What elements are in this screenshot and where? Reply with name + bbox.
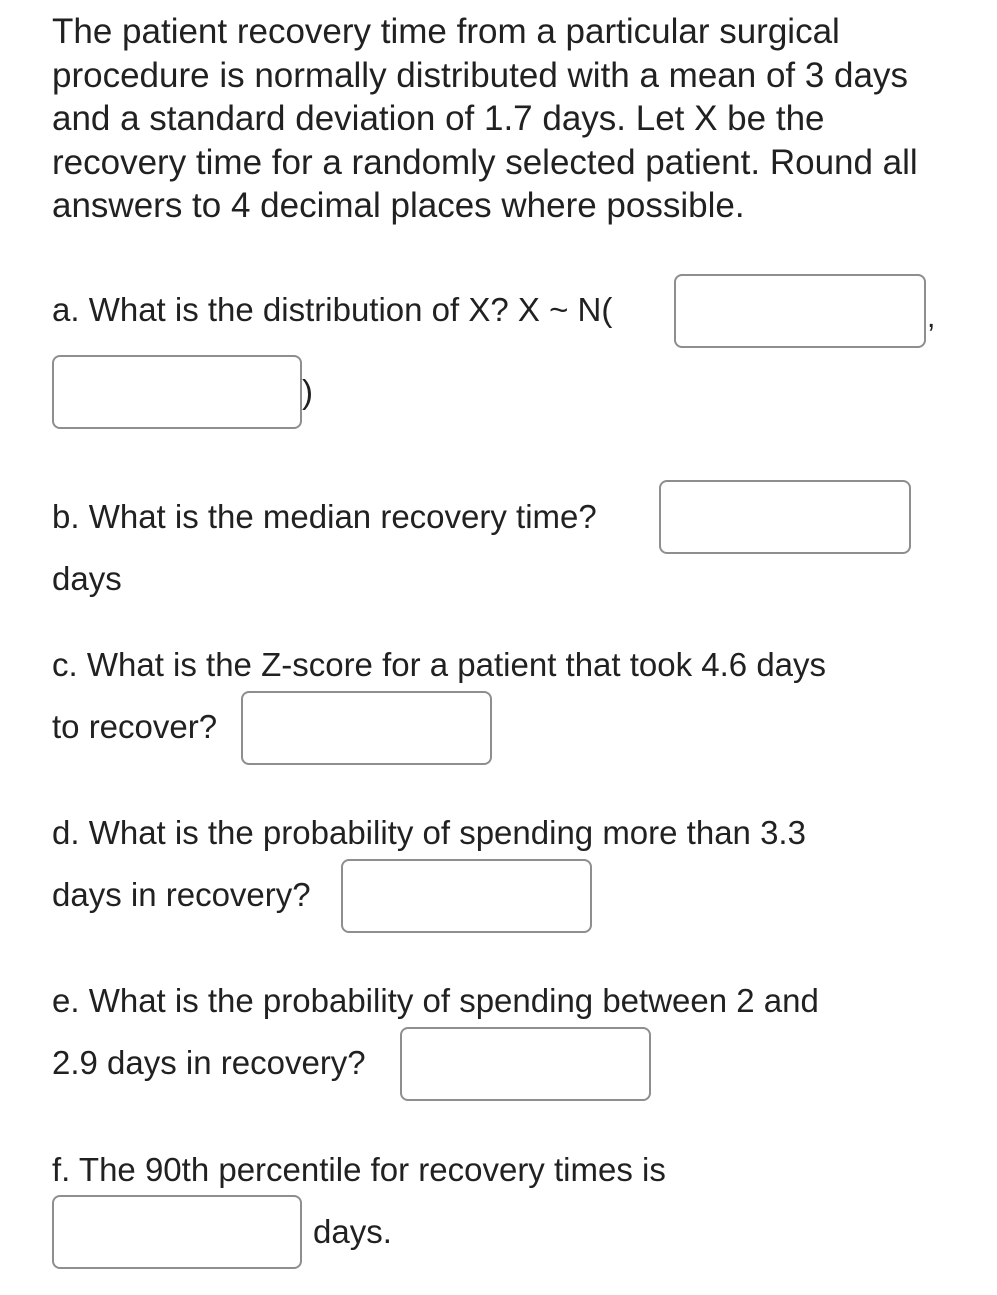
question-f-text: f. The 90th percentile for recovery times is [52, 1151, 666, 1188]
question-b-text: b. What is the median recovery time? [52, 498, 597, 535]
question-e-line1: e. What is the probability of spending between 2 and [52, 982, 819, 1019]
question-c-line2: to recover? [52, 708, 218, 745]
median-input[interactable] [659, 480, 911, 554]
question-d-line1: d. What is the probability of spending more than 3.3 [52, 814, 806, 851]
z-score-input[interactable] [241, 691, 492, 765]
question-f-unit: days. [313, 1213, 392, 1250]
comma-separator: , [927, 301, 936, 334]
probability-between-input[interactable] [400, 1027, 651, 1101]
distribution-mean-input[interactable] [674, 274, 926, 348]
distribution-sd-input[interactable] [52, 355, 302, 429]
question-a-text: a. What is the distribution of X? X ~ N( [52, 291, 613, 328]
question-d-line2: days in recovery? [52, 876, 311, 913]
question-c-line1: c. What is the Z-score for a patient that took 4.6 days [52, 646, 827, 683]
close-paren: ) [302, 373, 313, 410]
probability-more-than-input[interactable] [341, 859, 592, 933]
percentile-input[interactable] [52, 1195, 302, 1269]
question-b-unit: days [52, 560, 122, 597]
question-e-line2: 2.9 days in recovery? [52, 1044, 366, 1081]
problem-statement: The patient recovery time from a particular surgical procedure is normally distributed with a mean of 3 days and a standard deviation of 1.7 days. Let X be the recovery time for a randomly selected patient. Round all answers to 4 decimal places where possible. [52, 12, 918, 225]
